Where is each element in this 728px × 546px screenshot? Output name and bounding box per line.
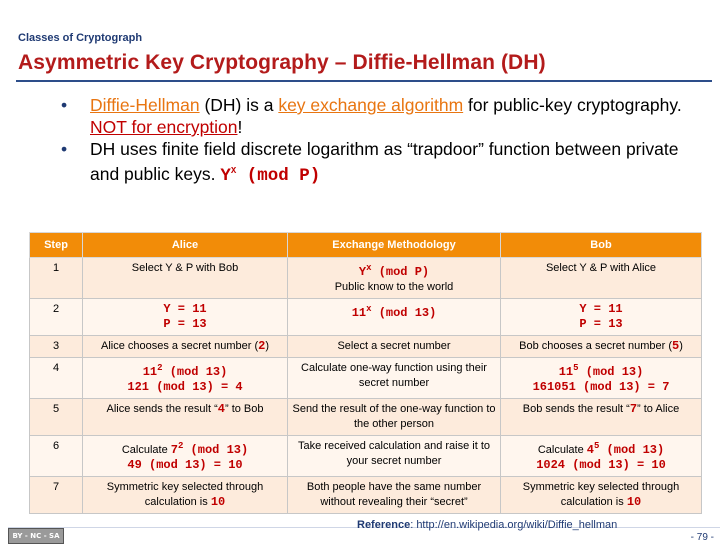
exchange-cell: Calculate one-way function using their secret number [288, 358, 501, 399]
bob-cell: $11^5$ (mod 13) 161051 (mod 13) = 7 [501, 358, 702, 399]
exchange-cell: $Y^x$ (mod P) Public know to the world [288, 258, 501, 299]
table-row [30, 399, 702, 436]
bob-cell: Calculate $4^5$ (mod 13) 1024 (mod 13) = 10 [501, 436, 702, 477]
bullet-list [58, 94, 698, 187]
bullet-item-dh-definition [58, 94, 698, 138]
exchange-cell: Select a secret number [288, 336, 501, 358]
alice-cell: Alice sends the result “4” to Bob [83, 399, 288, 436]
exchange-cell: Both people have the same number without revealing their “secret” [288, 477, 501, 514]
table-row [30, 477, 702, 514]
bullet-item-trapdoor [58, 138, 698, 187]
table-row [30, 358, 702, 399]
creative-commons-license-icon: BY - NC - SA [8, 528, 64, 544]
section-header: Classes of Cryptograph [18, 32, 143, 44]
page-number: - 79 - [690, 532, 714, 543]
dh-exchange-table [29, 232, 702, 514]
bullet-text: for public-key cryptography. [463, 95, 682, 115]
bullet-text: (DH) is a [199, 95, 279, 115]
reference-link[interactable]: : http://en.wikipedia.org/wiki/Diffie_hellman [410, 519, 618, 531]
step-cell: 6 [30, 436, 83, 477]
header-alice: Alice [83, 233, 288, 258]
table-row [30, 436, 702, 477]
reference-text: Reference: http://en.wikipedia.org/wiki/Diffie_hellman [357, 519, 618, 531]
table-row [30, 299, 702, 336]
formula: $Y^X$ (mod P) [220, 165, 321, 186]
bullet-text: ! [237, 117, 243, 137]
step-cell: 4 [30, 358, 83, 399]
header-step: Step [30, 233, 83, 258]
bob-cell: Y = 11 P = 13 [501, 299, 702, 336]
exchange-cell: 11$^x$ (mod 13) [288, 299, 501, 336]
slide-title: Asymmetric Key Cryptography – Diffie-Hellman (DH) [18, 51, 546, 74]
exchange-cell: Take received calculation and raise it to your secret number [288, 436, 501, 477]
bullet-icon: • [61, 95, 68, 115]
exchange-cell: Send the result of the one-way function to the other person [288, 399, 501, 436]
alice-cell: Calculate $7^2$ (mod 13) 49 (mod 13) = 10 [83, 436, 288, 477]
not-for-encryption-text: NOT for encryption [90, 117, 238, 137]
bullet-text: DH uses finite field discrete logarithm as “trapdoor” function between private and public keys. [90, 139, 679, 184]
bob-cell: Select Y & P with Alice [501, 258, 702, 299]
alice-cell: $11^2$ (mod 13) 121 (mod 13) = 4 [83, 358, 288, 399]
step-cell: 5 [30, 399, 83, 436]
step-cell: 1 [30, 258, 83, 299]
bullet-icon: • [61, 139, 68, 159]
link-key-exchange[interactable]: key exchange algorithm [278, 95, 464, 115]
alice-cell: Select Y & P with Bob [83, 258, 288, 299]
table-row [30, 258, 702, 299]
table-row [30, 336, 702, 358]
link-diffie-hellman[interactable]: Diffie-Hellman [90, 95, 200, 115]
table-header-row [30, 233, 702, 258]
header-exchange: Exchange Methodology [288, 233, 501, 258]
bob-cell: Symmetric key selected through calculation is 10 [501, 477, 702, 514]
header-bob: Bob [501, 233, 702, 258]
alice-cell: Alice chooses a secret number (2) [83, 336, 288, 358]
bob-cell: Bob sends the result “7” to Alice [501, 399, 702, 436]
title-divider [16, 80, 712, 82]
bob-cell: Bob chooses a secret number (5) [501, 336, 702, 358]
step-cell: 2 [30, 299, 83, 336]
alice-cell: Symmetric key selected through calculation is 10 [83, 477, 288, 514]
step-cell: 7 [30, 477, 83, 514]
alice-cell: Y = 11 P = 13 [83, 299, 288, 336]
step-cell: 3 [30, 336, 83, 358]
